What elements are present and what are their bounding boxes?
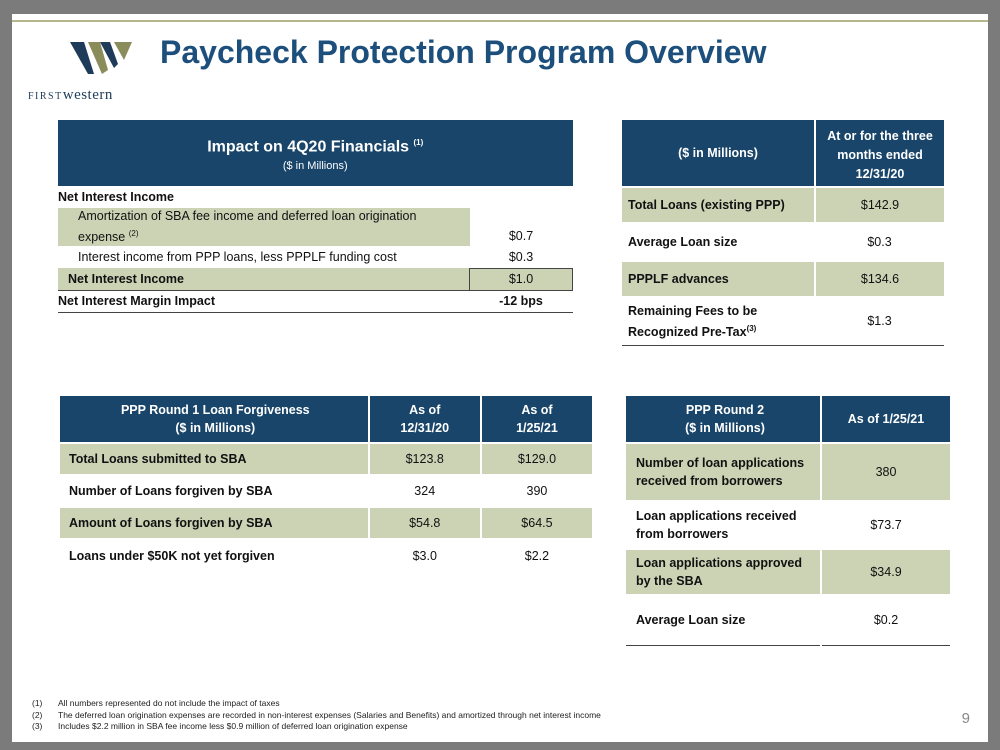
round1-col3-line2: 1/25/21 xyxy=(516,421,558,435)
page-title: Paycheck Protection Program Overview xyxy=(160,34,767,70)
row-value-1: $3.0 xyxy=(369,539,481,571)
top-rule xyxy=(12,20,988,22)
table-row xyxy=(622,223,944,261)
row-label: Net Interest Income xyxy=(58,268,470,290)
summary-col1-header: ($ in Millions) xyxy=(678,146,758,160)
financials-title-sup: (1) xyxy=(413,137,424,147)
row-value: $134.6 xyxy=(815,261,944,297)
financials-title: Impact on 4Q20 Financials xyxy=(207,138,410,156)
summary-table xyxy=(622,120,944,346)
row-label: Loan applications received from borrowers xyxy=(626,501,821,549)
row-label: Net Interest Income xyxy=(58,190,175,204)
table-row xyxy=(626,501,950,549)
table-row xyxy=(60,475,592,507)
company-logo xyxy=(28,40,158,103)
round1-col2-line1: As of xyxy=(409,403,441,417)
row-value-1: $54.8 xyxy=(369,507,481,539)
table-row xyxy=(626,595,950,645)
round1-subtitle: ($ in Millions) xyxy=(175,421,256,435)
round1-title: PPP Round 1 Loan Forgiveness xyxy=(120,403,310,417)
row-label: Loans under $50K not yet forgiven xyxy=(60,539,369,571)
round1-table xyxy=(60,396,592,571)
footnote xyxy=(32,698,601,710)
frame-left xyxy=(0,0,12,750)
row-value: $73.7 xyxy=(821,501,950,549)
row-value: $0.2 xyxy=(821,595,950,645)
table-row xyxy=(60,507,592,539)
row-label-sup: (2) xyxy=(128,229,139,238)
row-label-sup: (3) xyxy=(746,323,757,333)
round2-header xyxy=(626,396,950,443)
frame-bottom xyxy=(0,742,1000,750)
row-value: $0.7 xyxy=(470,208,573,246)
row-label: Total Loans submitted to SBA xyxy=(60,443,369,475)
table-row xyxy=(622,297,944,345)
row-label: Total Loans (existing PPP) xyxy=(622,187,815,223)
row-value: -12 bps xyxy=(470,290,573,312)
table-row xyxy=(58,208,573,246)
row-label: Number of Loans forgiven by SBA xyxy=(60,475,369,507)
row-value: $34.9 xyxy=(821,549,950,595)
table-row xyxy=(58,246,573,268)
slide xyxy=(12,14,988,742)
row-value-2: $64.5 xyxy=(481,507,592,539)
row-label: Average Loan size xyxy=(626,595,821,645)
row-label: Loan applications approved by the SBA xyxy=(626,549,821,595)
row-label: Net Interest Margin Impact xyxy=(58,290,470,312)
row-value: $1.0 xyxy=(470,268,573,290)
row-value-1: 324 xyxy=(369,475,481,507)
round2-table xyxy=(626,396,950,646)
footnote-number: (1) xyxy=(32,698,43,708)
w-logo-icon xyxy=(66,40,136,80)
summary-header xyxy=(622,120,944,187)
row-value xyxy=(470,186,573,208)
footnote-text: The deferred loan origination expenses are recorded in non-interest expenses (Salaries and Benefits) and amortized through net interest income xyxy=(58,709,601,720)
footnote xyxy=(32,710,601,722)
frame-right xyxy=(988,0,1000,750)
table-row xyxy=(58,290,573,312)
page-number: 9 xyxy=(961,710,970,727)
round1-col2-line2: 12/31/20 xyxy=(400,421,450,435)
row-label: Amortization of SBA fee income and deferred loan origination expense xyxy=(78,209,417,245)
footnote-number: (2) xyxy=(32,709,43,720)
row-label: Amount of Loans forgiven by SBA xyxy=(60,507,369,539)
logo-first: FIRST xyxy=(28,91,63,102)
row-value: $0.3 xyxy=(470,246,573,268)
row-value-2: $129.0 xyxy=(481,443,592,475)
round2-title: PPP Round 2 xyxy=(685,403,765,417)
row-label: Interest income from PPP loans, less PPPLF funding cost xyxy=(78,250,397,265)
footnote-number: (3) xyxy=(32,721,43,731)
row-label: Number of loan applications received from borrowers xyxy=(626,443,821,501)
row-value-2: 390 xyxy=(481,475,592,507)
table-row xyxy=(60,443,592,475)
summary-col2-header: At or for the three months ended 12/31/20 xyxy=(815,120,944,187)
footnote-text: Includes $2.2 million in SBA fee income less $0.9 million of deferred loan origination expense xyxy=(58,721,408,731)
round2-subtitle: ($ in Millions) xyxy=(685,421,765,435)
table-row xyxy=(626,443,950,501)
logo-wordmark xyxy=(28,86,113,104)
row-label: Remaining Fees to be Recognized Pre-Tax xyxy=(628,303,758,339)
round1-header xyxy=(60,396,592,443)
frame-top xyxy=(0,0,1000,14)
financials-table xyxy=(58,120,573,313)
financials-subtitle: ($ in Millions) xyxy=(282,160,348,173)
row-value-2: $2.2 xyxy=(481,539,592,571)
table-row xyxy=(626,549,950,595)
table-row xyxy=(622,261,944,297)
footnotes xyxy=(32,698,601,733)
footnote-text: All numbers represented do not include the impact of taxes xyxy=(58,698,280,708)
row-label: PPPLF advances xyxy=(622,261,815,297)
round1-col3-line1: As of xyxy=(521,403,553,417)
table-row xyxy=(622,187,944,223)
row-value: $1.3 xyxy=(815,297,944,345)
row-value: 380 xyxy=(821,443,950,501)
row-label: Average Loan size xyxy=(622,223,815,261)
logo-western: western xyxy=(62,87,113,103)
table-row xyxy=(60,539,592,571)
table-row xyxy=(58,186,573,208)
table-row xyxy=(58,268,573,290)
financials-header xyxy=(58,120,573,186)
row-value: $0.3 xyxy=(815,223,944,261)
row-value: $142.9 xyxy=(815,187,944,223)
footnote xyxy=(32,721,601,733)
round2-col2-header: As of 1/25/21 xyxy=(821,396,950,443)
row-value-1: $123.8 xyxy=(369,443,481,475)
